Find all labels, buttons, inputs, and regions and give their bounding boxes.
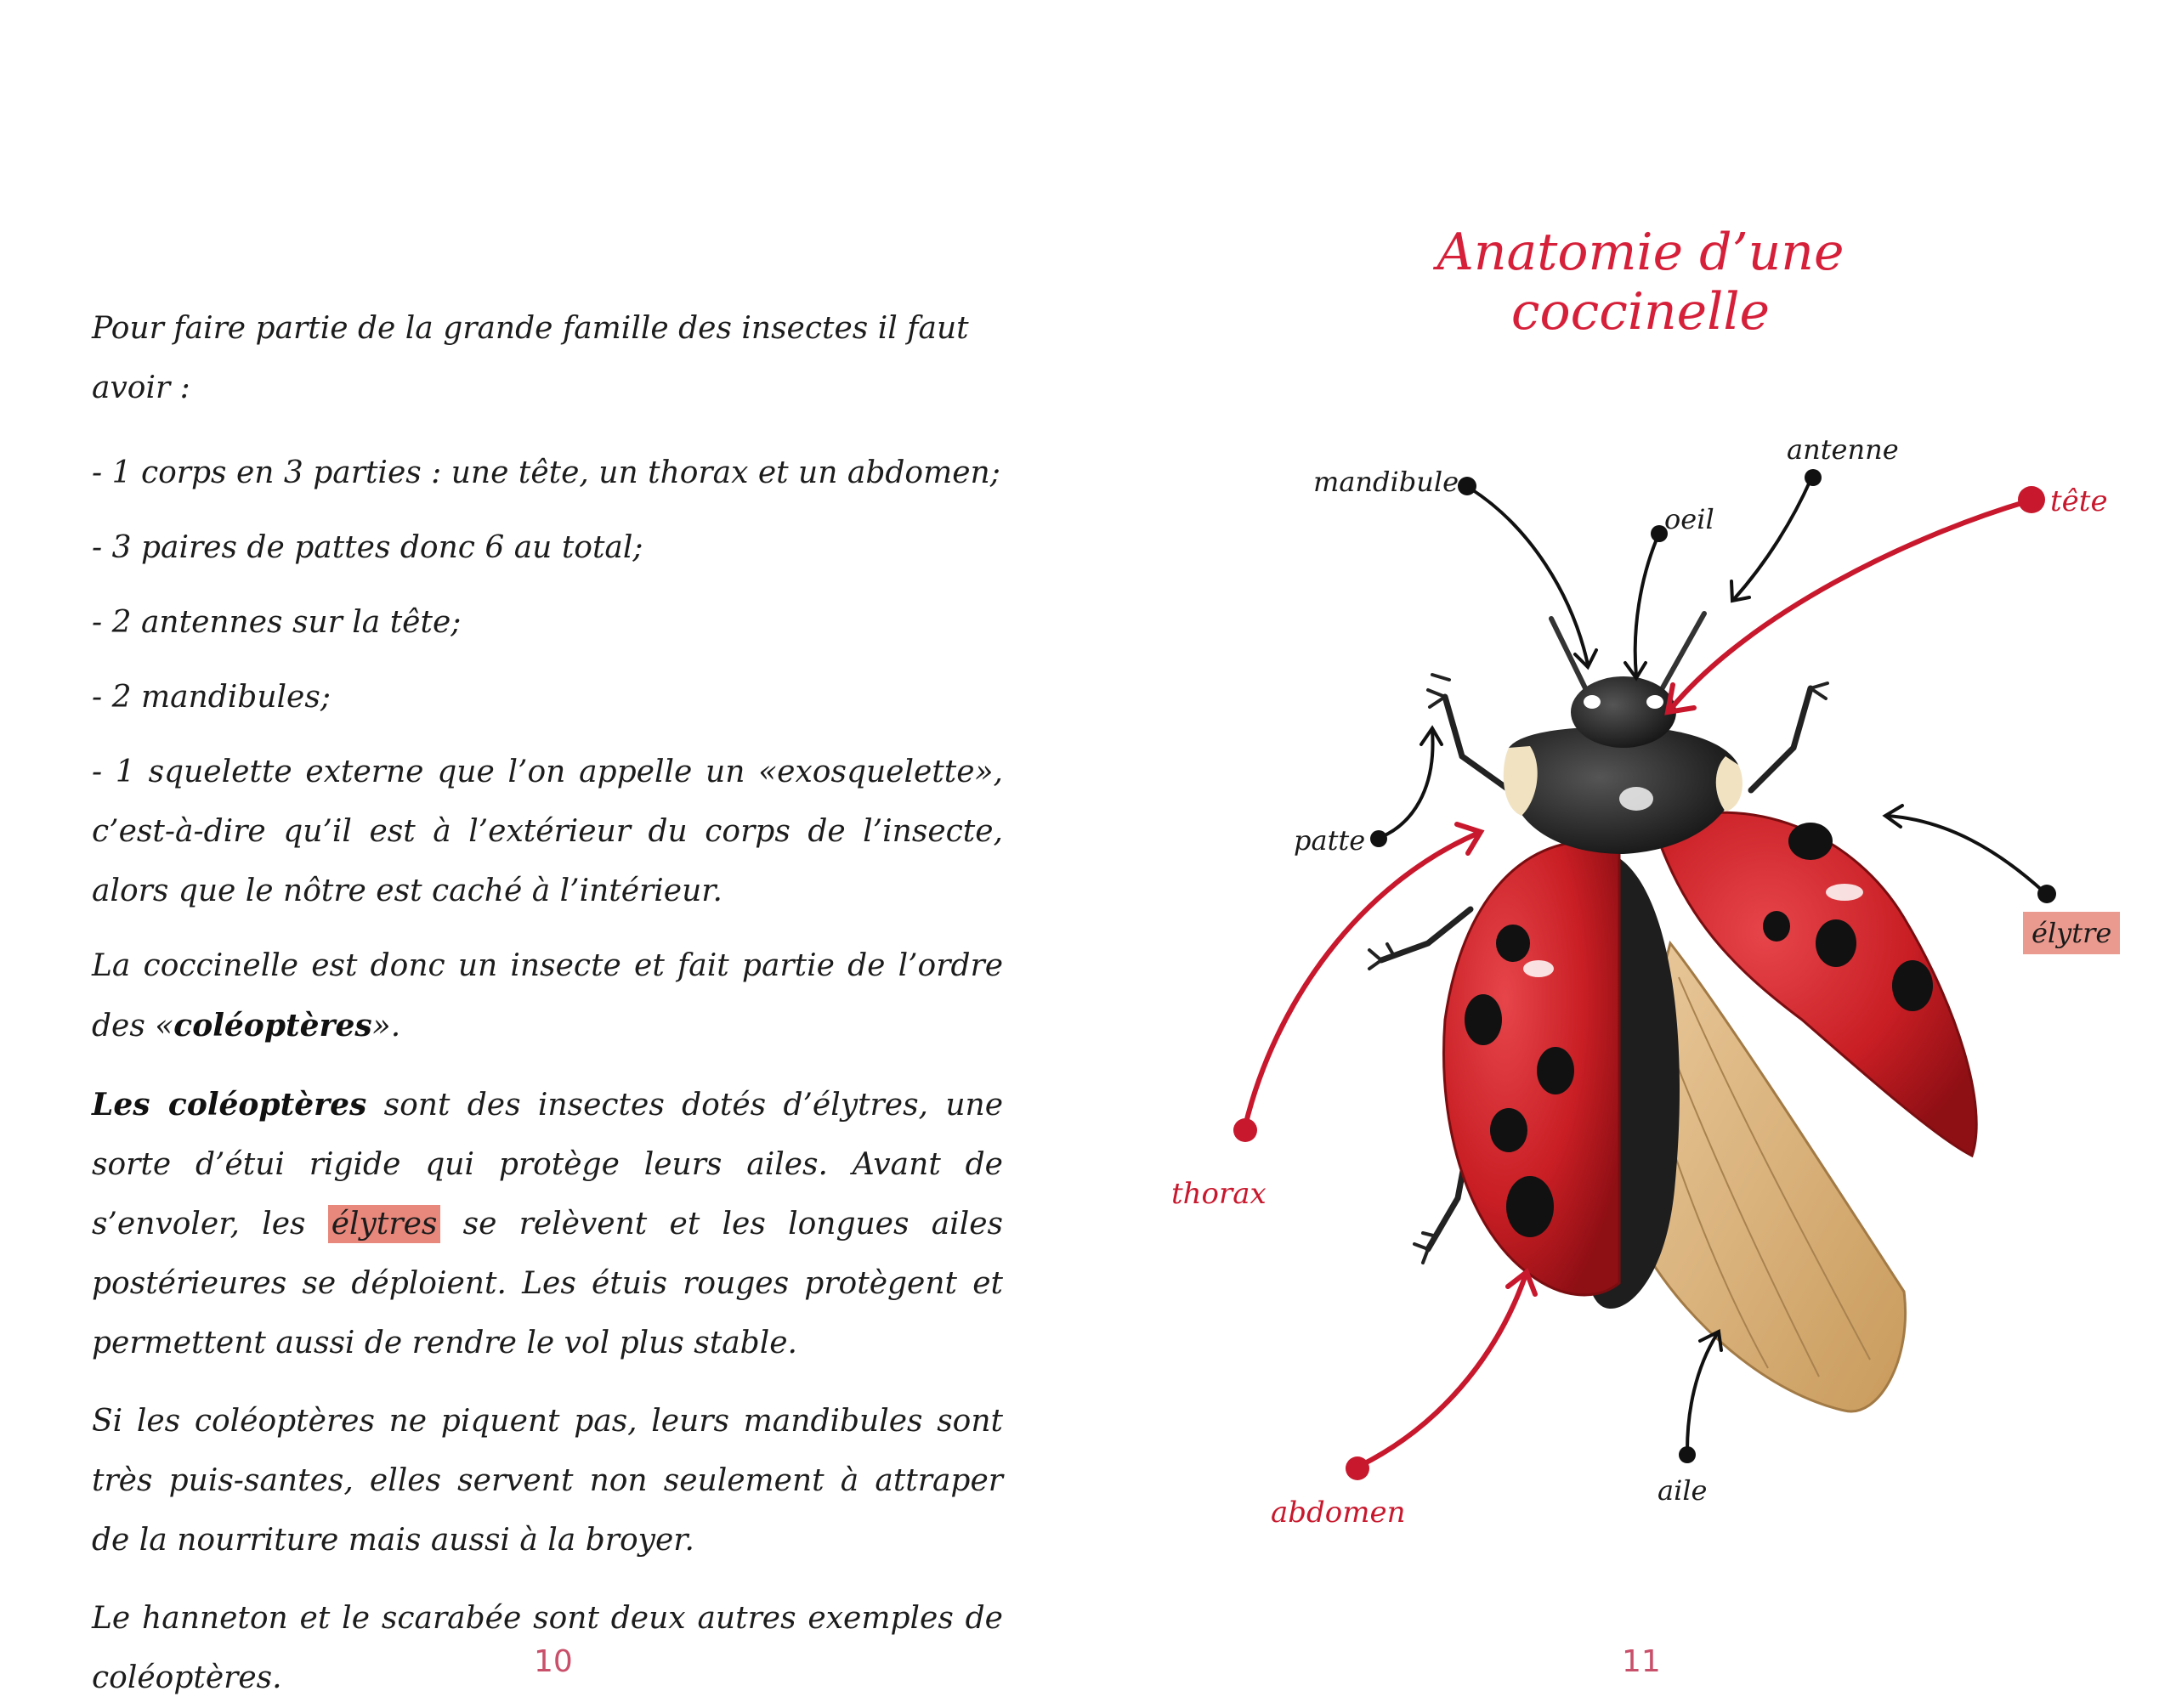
leg	[1751, 688, 1810, 790]
ladybug-eye	[1584, 695, 1601, 709]
antenne-arrow	[1734, 480, 1810, 599]
label-thorax: thorax	[1171, 1177, 1266, 1211]
abdomen-arrow	[1360, 1275, 1526, 1466]
label-aile: aile	[1658, 1474, 1708, 1507]
aile-arrow	[1687, 1334, 1717, 1451]
label-mandibule: mandibule	[1313, 466, 1459, 498]
page-number-right: 11	[1622, 1644, 1661, 1679]
paragraph-text: sont des insectes dotés d’élytres, une sorte d’étui rigide qui protège leurs ailes. Avant de s’envoler, les	[92, 1088, 1003, 1241]
paragraph-text: ».	[371, 1009, 401, 1043]
elytre-arrow	[1887, 816, 2044, 892]
ladybug-head	[1571, 676, 1676, 748]
list-item: - 2 mandibules;	[92, 680, 331, 715]
list-item: - 1 corps en 3 parties : une tête, un thorax et un abdomen;	[92, 455, 1000, 490]
page-number-left: 10	[534, 1644, 573, 1679]
antenna	[1551, 619, 1590, 697]
bold-term: Les coléoptères	[92, 1087, 367, 1123]
tete-arrow	[1670, 501, 2027, 710]
leg	[1381, 909, 1470, 960]
page-title: Anatomie d’une coccinelle	[1436, 223, 1844, 342]
label-tete: tête	[2050, 484, 2108, 518]
list-item: - 2 antennes sur la tête;	[92, 605, 462, 640]
list-item: - 1 squelette externe que l’on appelle un «exosquelette», c’est-à-dire qu’il est à l’extérieur du corps de l’insecte, alors que le nôtre est caché à l’intérieur.	[92, 755, 1003, 908]
label-elytre: élytre	[2023, 912, 2120, 954]
label-patte: patte	[1294, 824, 1366, 857]
paragraph-text: La coccinelle est donc un insecte et fait partie de l’ordre des «	[92, 948, 1003, 1043]
mandibule-arrow	[1470, 489, 1588, 665]
label-oeil: oeil	[1664, 503, 1714, 535]
antenna	[1658, 614, 1704, 697]
list-item: - 3 paires de pattes donc 6 au total;	[92, 530, 643, 565]
patte-arrow	[1381, 731, 1433, 837]
label-antenne: antenne	[1787, 433, 1899, 466]
bold-term: coléoptères	[173, 1008, 372, 1043]
label-abdomen: abdomen	[1271, 1496, 1406, 1530]
highlighted-term: élytres	[328, 1205, 441, 1243]
paragraph-mandibules: Si les coléoptères ne piquent pas, leurs mandibules sont très puis-santes, elles servent non seulement à attraper de la nourriture mais aussi à la broyer.	[92, 1404, 1003, 1558]
thorax-shine	[1619, 787, 1653, 811]
intro-paragraph: Pour faire partie de la grande famille des insectes il faut avoir :	[92, 311, 969, 405]
paragraph-exemples: Le hanneton et le scarabée sont deux autres exemples de coléoptères.	[92, 1601, 1003, 1695]
leg	[1810, 683, 1828, 698]
paragraph-text: se relèvent et les longues ailes postérieures se déploient. Les étuis rouges protègent et permettent aussi de rendre le vol plus stable.	[92, 1207, 1003, 1360]
oeil-arrow	[1635, 537, 1658, 676]
ladybug-eye	[1646, 695, 1663, 709]
